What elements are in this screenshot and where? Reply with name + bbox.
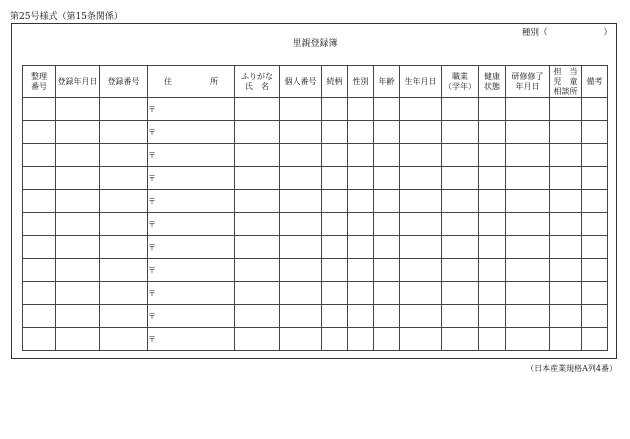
table-cell[interactable] — [56, 144, 100, 167]
table-cell[interactable] — [280, 213, 322, 236]
table-row — [23, 328, 608, 351]
table-cell[interactable] — [235, 190, 280, 213]
table-cell[interactable] — [550, 282, 582, 305]
table-cell[interactable] — [23, 190, 56, 213]
postal-mark: 〒 — [148, 334, 156, 344]
table-cell[interactable] — [280, 190, 322, 213]
table-row — [23, 98, 608, 121]
postal-mark: 〒 — [148, 127, 156, 137]
table-row — [23, 167, 608, 190]
table-cell[interactable] — [374, 305, 400, 328]
form-number-label: 第25号様式（第15条関係） — [10, 12, 123, 22]
table-cell[interactable] — [348, 305, 374, 328]
table-cell[interactable] — [348, 236, 374, 259]
table-cell[interactable] — [582, 121, 608, 144]
registry-table — [22, 65, 608, 351]
table-row — [23, 144, 608, 167]
postal-mark: 〒 — [148, 196, 156, 206]
paper-size-note: （日本産業規格A列4番） — [526, 364, 617, 373]
table-cell[interactable] — [442, 305, 479, 328]
table-cell[interactable] — [374, 121, 400, 144]
table-cell[interactable] — [550, 121, 582, 144]
table-cell[interactable] — [400, 121, 442, 144]
table-cell[interactable] — [374, 144, 400, 167]
table-cell[interactable] — [100, 213, 148, 236]
table-cell[interactable] — [280, 236, 322, 259]
table-cell[interactable] — [479, 213, 506, 236]
table-cell[interactable] — [582, 167, 608, 190]
table-cell[interactable] — [23, 282, 56, 305]
table-cell[interactable] — [442, 167, 479, 190]
kind-close: ） — [603, 28, 613, 38]
table-cell[interactable] — [550, 167, 582, 190]
table-cell[interactable] — [23, 144, 56, 167]
table-cell[interactable] — [322, 121, 348, 144]
table-cell[interactable] — [235, 98, 280, 121]
kind-label: 種別（ — [522, 28, 548, 38]
header-row — [23, 66, 608, 98]
table-cell[interactable] — [400, 282, 442, 305]
table-cell[interactable] — [148, 190, 235, 213]
table-cell[interactable] — [506, 282, 550, 305]
table-cell[interactable] — [374, 167, 400, 190]
table-cell[interactable] — [56, 121, 100, 144]
table-cell[interactable] — [550, 236, 582, 259]
table-cell[interactable] — [56, 167, 100, 190]
table-cell[interactable] — [322, 213, 348, 236]
table-cell[interactable] — [400, 213, 442, 236]
table-cell[interactable] — [348, 190, 374, 213]
table-cell[interactable] — [100, 121, 148, 144]
table-cell[interactable] — [442, 98, 479, 121]
registry-body — [23, 98, 608, 351]
table-cell[interactable] — [100, 259, 148, 282]
table-cell[interactable] — [280, 328, 322, 351]
postal-mark: 〒 — [148, 311, 156, 321]
table-cell[interactable] — [100, 98, 148, 121]
table-cell[interactable] — [56, 305, 100, 328]
table-cell[interactable] — [506, 190, 550, 213]
table-cell[interactable] — [374, 98, 400, 121]
table-cell[interactable] — [23, 98, 56, 121]
table-row — [23, 121, 608, 144]
table-cell[interactable] — [550, 328, 582, 351]
table-cell[interactable] — [506, 259, 550, 282]
table-cell[interactable] — [56, 190, 100, 213]
col-personal-number: 個人番号 — [280, 66, 322, 98]
table-cell[interactable] — [374, 236, 400, 259]
postal-mark: 〒 — [148, 265, 156, 275]
table-cell[interactable] — [582, 282, 608, 305]
table-cell[interactable] — [56, 236, 100, 259]
col-registration-date: 登録年月日 — [56, 66, 100, 98]
table-cell[interactable] — [506, 236, 550, 259]
table-cell[interactable] — [148, 144, 235, 167]
table-cell[interactable] — [235, 259, 280, 282]
postal-mark: 〒 — [148, 288, 156, 298]
table-cell[interactable] — [479, 236, 506, 259]
table-cell[interactable] — [479, 305, 506, 328]
table-cell[interactable] — [348, 259, 374, 282]
table-cell[interactable] — [148, 121, 235, 144]
table-cell[interactable] — [348, 167, 374, 190]
table-cell[interactable] — [400, 305, 442, 328]
table-cell[interactable] — [100, 190, 148, 213]
col-gender: 性別 — [348, 66, 374, 98]
table-cell[interactable] — [400, 259, 442, 282]
table-cell[interactable] — [322, 236, 348, 259]
table-cell[interactable] — [23, 328, 56, 351]
postal-mark: 〒 — [148, 242, 156, 252]
postal-mark: 〒 — [148, 173, 156, 183]
table-cell[interactable] — [280, 305, 322, 328]
table-row — [23, 190, 608, 213]
table-cell[interactable] — [479, 190, 506, 213]
table-cell[interactable] — [582, 328, 608, 351]
table-cell[interactable] — [400, 328, 442, 351]
table-cell[interactable] — [280, 167, 322, 190]
table-cell[interactable] — [479, 98, 506, 121]
table-row — [23, 282, 608, 305]
table-row — [23, 259, 608, 282]
table-cell[interactable] — [582, 144, 608, 167]
table-cell[interactable] — [479, 144, 506, 167]
table-cell[interactable] — [23, 121, 56, 144]
table-cell[interactable] — [374, 328, 400, 351]
table-cell[interactable] — [100, 236, 148, 259]
table-cell[interactable] — [148, 213, 235, 236]
table-cell[interactable] — [400, 236, 442, 259]
table-cell[interactable] — [550, 305, 582, 328]
table-cell[interactable] — [148, 259, 235, 282]
table-cell[interactable] — [506, 213, 550, 236]
table-cell[interactable] — [235, 144, 280, 167]
table-cell[interactable] — [56, 98, 100, 121]
col-age: 年齢 — [374, 66, 400, 98]
col-name: ふりがな 氏 名 — [235, 66, 280, 98]
table-cell[interactable] — [442, 259, 479, 282]
table-cell[interactable] — [235, 121, 280, 144]
table-cell[interactable] — [582, 190, 608, 213]
table-cell[interactable] — [235, 213, 280, 236]
table-cell[interactable] — [479, 259, 506, 282]
table-cell[interactable] — [148, 328, 235, 351]
table-cell[interactable] — [348, 328, 374, 351]
table-cell[interactable] — [479, 282, 506, 305]
table-cell[interactable] — [280, 98, 322, 121]
table-cell[interactable] — [348, 282, 374, 305]
table-cell[interactable] — [56, 259, 100, 282]
table-cell[interactable] — [322, 190, 348, 213]
table-cell[interactable] — [442, 121, 479, 144]
table-cell[interactable] — [582, 259, 608, 282]
table-cell[interactable] — [582, 305, 608, 328]
table-row — [23, 236, 608, 259]
table-cell[interactable] — [322, 282, 348, 305]
table-cell[interactable] — [506, 305, 550, 328]
col-seiri-bango: 整理 番号 — [23, 66, 56, 98]
postal-mark: 〒 — [148, 104, 156, 114]
table-cell[interactable] — [100, 282, 148, 305]
table-cell[interactable] — [23, 236, 56, 259]
table-cell[interactable] — [348, 144, 374, 167]
table-cell[interactable] — [322, 305, 348, 328]
table-cell[interactable] — [100, 144, 148, 167]
table-cell[interactable] — [442, 328, 479, 351]
table-cell[interactable] — [100, 305, 148, 328]
table-cell[interactable] — [506, 328, 550, 351]
table-cell[interactable] — [400, 98, 442, 121]
table-cell[interactable] — [23, 259, 56, 282]
table-cell[interactable] — [550, 98, 582, 121]
table-row — [23, 213, 608, 236]
col-training-date: 研修修了 年月日 — [506, 66, 550, 98]
table-cell[interactable] — [374, 213, 400, 236]
table-cell[interactable] — [479, 121, 506, 144]
table-cell[interactable] — [56, 213, 100, 236]
table-cell[interactable] — [235, 167, 280, 190]
table-cell[interactable] — [582, 213, 608, 236]
table-cell[interactable] — [235, 236, 280, 259]
table-cell[interactable] — [550, 213, 582, 236]
table-cell[interactable] — [550, 190, 582, 213]
table-cell[interactable] — [442, 144, 479, 167]
table-cell[interactable] — [582, 98, 608, 121]
table-cell[interactable] — [280, 282, 322, 305]
table-cell[interactable] — [582, 236, 608, 259]
table-cell[interactable] — [23, 167, 56, 190]
col-health: 健康 状態 — [479, 66, 506, 98]
table-cell[interactable] — [442, 236, 479, 259]
table-cell[interactable] — [148, 98, 235, 121]
table-cell[interactable] — [506, 98, 550, 121]
table-cell[interactable] — [400, 167, 442, 190]
col-registration-number: 登録番号 — [100, 66, 148, 98]
table-cell[interactable] — [280, 121, 322, 144]
table-cell[interactable] — [506, 121, 550, 144]
table-cell[interactable] — [322, 144, 348, 167]
table-cell[interactable] — [348, 121, 374, 144]
table-cell[interactable] — [400, 190, 442, 213]
table-cell[interactable] — [479, 167, 506, 190]
table-cell[interactable] — [56, 282, 100, 305]
table-row — [23, 305, 608, 328]
table-cell[interactable] — [148, 236, 235, 259]
table-cell[interactable] — [374, 259, 400, 282]
table-cell[interactable] — [235, 282, 280, 305]
col-relation: 続柄 — [322, 66, 348, 98]
table-cell[interactable] — [280, 144, 322, 167]
table-cell[interactable] — [23, 213, 56, 236]
table-cell[interactable] — [550, 144, 582, 167]
table-cell[interactable] — [235, 328, 280, 351]
table-cell[interactable] — [348, 98, 374, 121]
table-cell[interactable] — [550, 259, 582, 282]
table-cell[interactable] — [322, 98, 348, 121]
table-cell[interactable] — [148, 305, 235, 328]
postal-mark: 〒 — [148, 219, 156, 229]
page-title: 里親登録簿 — [292, 39, 338, 49]
table-cell[interactable] — [23, 305, 56, 328]
col-birth-date: 生年月日 — [400, 66, 442, 98]
table-cell[interactable] — [100, 167, 148, 190]
table-cell[interactable] — [479, 328, 506, 351]
table-cell[interactable] — [322, 328, 348, 351]
table-cell[interactable] — [235, 305, 280, 328]
table-cell[interactable] — [148, 167, 235, 190]
table-cell[interactable] — [322, 167, 348, 190]
table-cell[interactable] — [506, 144, 550, 167]
col-occupation: 職業 （学年） — [442, 66, 479, 98]
col-consultation-center: 担 当 児 童 相談所 — [550, 66, 582, 98]
table-cell[interactable] — [506, 167, 550, 190]
table-cell[interactable] — [280, 259, 322, 282]
table-cell[interactable] — [322, 259, 348, 282]
table-cell[interactable] — [442, 282, 479, 305]
postal-mark: 〒 — [148, 150, 156, 160]
table-cell[interactable] — [348, 213, 374, 236]
table-cell[interactable] — [100, 328, 148, 351]
table-cell[interactable] — [56, 328, 100, 351]
col-address: 住 所 — [148, 66, 235, 98]
table-cell[interactable] — [374, 282, 400, 305]
table-cell[interactable] — [374, 190, 400, 213]
table-cell[interactable] — [442, 190, 479, 213]
table-cell[interactable] — [400, 144, 442, 167]
table-cell[interactable] — [442, 213, 479, 236]
table-cell[interactable] — [148, 282, 235, 305]
col-remarks: 備考 — [582, 66, 608, 98]
